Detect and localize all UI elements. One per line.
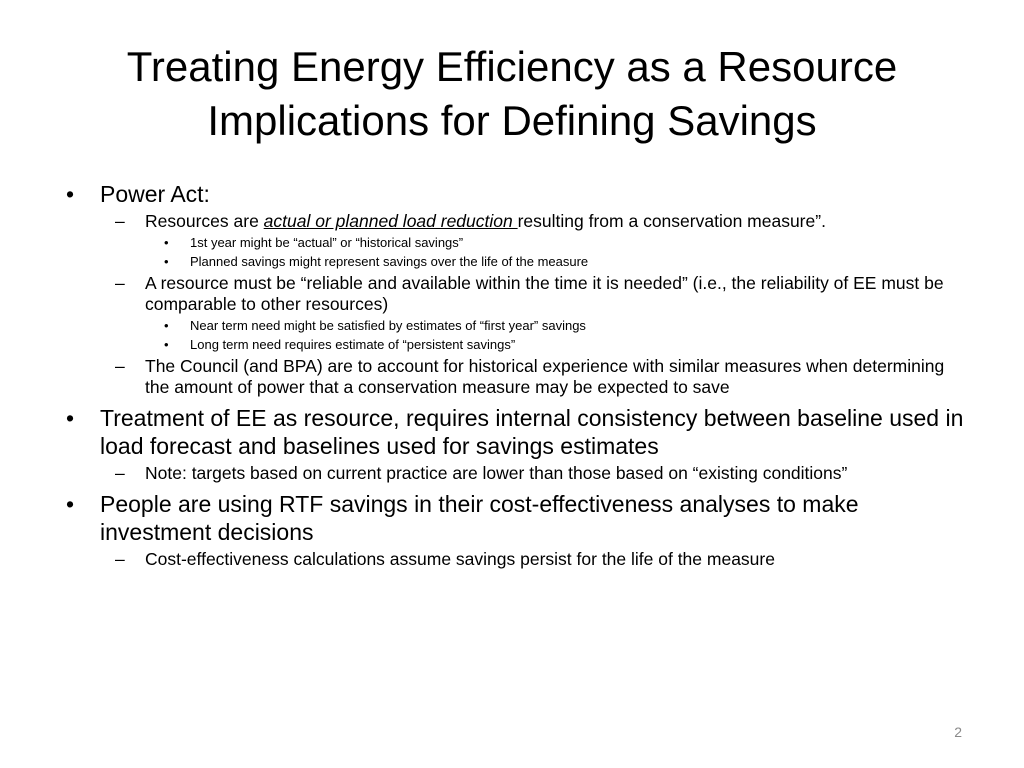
dash-marker: – xyxy=(115,356,125,376)
bullet-text: Power Act: xyxy=(100,181,210,207)
sub-bullet-text: Cost-effectiveness calculations assume savings persist for the life of the measure xyxy=(145,549,775,569)
sub-bullet-text: Note: targets based on current practice are lower than those based on “existing conditions” xyxy=(145,463,848,483)
bullet-ee-resource xyxy=(66,404,966,460)
bullet-power-act xyxy=(66,180,966,208)
third-level-text: Long term need requires estimate of “persistent savings” xyxy=(190,337,516,352)
sub-bullet-suffix: resulting from a conservation measure”. xyxy=(517,211,826,231)
dash-marker: – xyxy=(115,549,125,569)
sub-bullet-note xyxy=(66,463,966,484)
third-level-bullet xyxy=(66,317,966,334)
bullet-marker: • xyxy=(66,405,75,431)
bullet-text: People are using RTF savings in their cost-effectiveness analyses to make investment decisions xyxy=(100,491,859,545)
dot-marker: • xyxy=(164,337,169,352)
dash-marker: – xyxy=(115,211,125,231)
slide-number: 2 xyxy=(954,724,962,740)
third-level-bullet xyxy=(66,234,966,251)
title-line-2: Implications for Defining Savings xyxy=(207,97,817,144)
dash-marker: – xyxy=(115,273,125,293)
dot-marker: • xyxy=(164,318,169,333)
dash-marker: – xyxy=(115,463,125,483)
sub-bullet-prefix: Resources are xyxy=(145,211,264,231)
dot-marker: • xyxy=(164,254,169,269)
bullet-rtf-savings xyxy=(66,490,966,546)
sub-bullet-council xyxy=(66,356,966,398)
title-line-1: Treating Energy Efficiency as a Resource xyxy=(126,43,898,90)
bullet-marker: • xyxy=(66,491,75,517)
slide-body xyxy=(66,180,966,570)
bullet-marker: • xyxy=(66,181,75,207)
third-level-bullet xyxy=(66,253,966,270)
bullet-text: Treatment of EE as resource, requires internal consistency between baseline used in load forecast and baselines used for savings estimates xyxy=(100,405,964,459)
sub-bullet-reliable xyxy=(66,273,966,315)
sub-bullet-resources xyxy=(66,211,966,232)
sub-bullet-text: The Council (and BPA) are to account for historical experience with similar measures when determining the amount of power that a conservation measure may be expected to save xyxy=(145,356,945,397)
third-level-bullet xyxy=(66,336,966,353)
third-level-text: 1st year might be “actual” or “historical savings” xyxy=(190,235,464,250)
third-level-text: Planned savings might represent savings over the life of the measure xyxy=(190,254,589,269)
slide-title xyxy=(60,40,964,148)
third-level-text: Near term need might be satisfied by estimates of “first year” savings xyxy=(190,318,586,333)
sub-bullet-text: A resource must be “reliable and available within the time it is needed” (i.e., the reliability of EE must be comparable to other resources) xyxy=(145,273,944,314)
sub-bullet-cost-effectiveness xyxy=(66,549,966,570)
dot-marker: • xyxy=(164,235,169,250)
emphasized-phrase: actual or planned load reduction xyxy=(263,211,518,231)
